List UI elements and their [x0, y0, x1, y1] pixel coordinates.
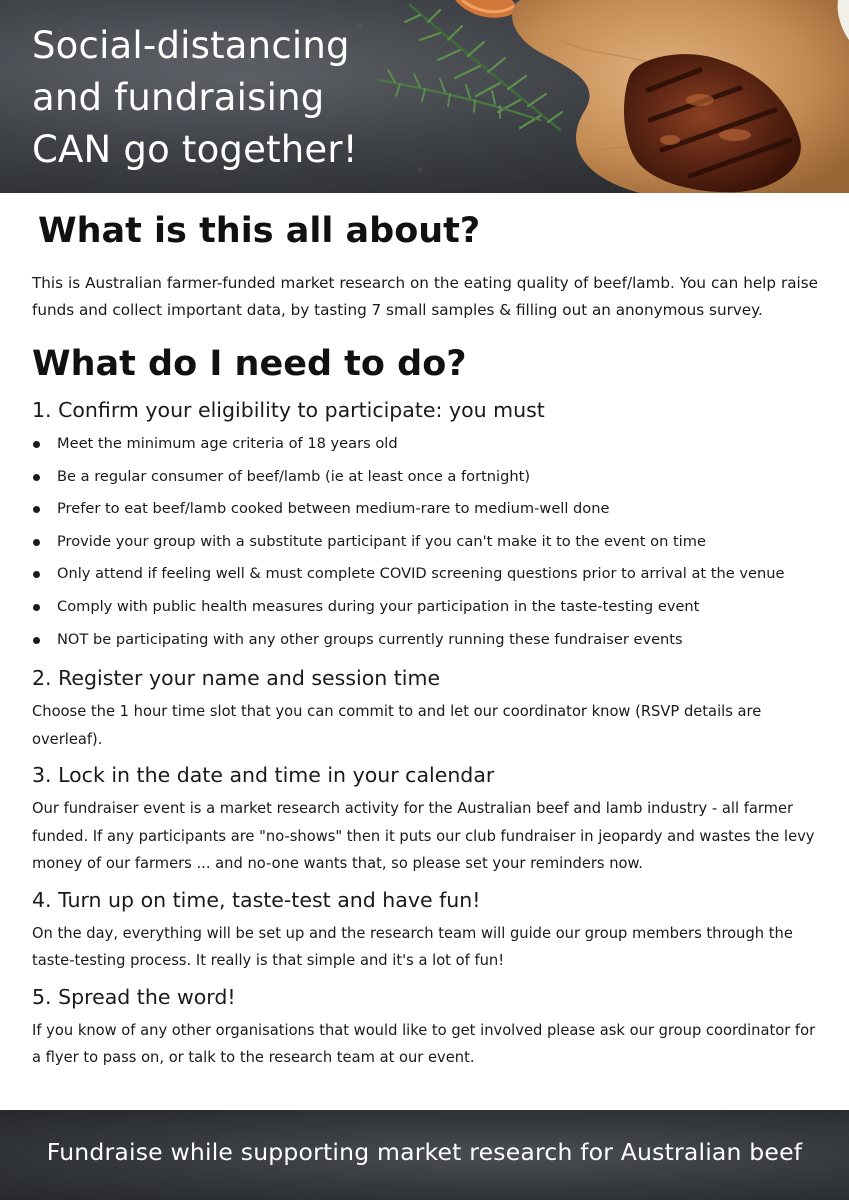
step5-text: If you know of any other organisations that would like to get involved please ask our group coordinator for a flyer to pass on, or talk to the research team at our event.: [32, 1021, 816, 1067]
step3-title: 3. Lock in the date and time in your calendar: [32, 763, 495, 788]
banner-title: Social-distancing and fundraising CAN go together!: [32, 24, 358, 171]
step2-title: 2. Register your name and session time: [32, 666, 441, 691]
eligibility-item-text: Only attend if feeling well & must complete COVID screening questions prior to arrival at the venue: [57, 565, 785, 583]
bullet-icon: [33, 571, 40, 578]
about-text: This is Australian farmer-funded market research on the eating quality of beef/lamb. You can help raise funds and collect important data, by tasting 7 small samples & filling out an anonymous survey.: [32, 274, 818, 319]
eligibility-list: [32, 428, 818, 656]
eligibility-item-text: Provide your group with a substitute participant if you can't make it to the event on time: [57, 532, 706, 550]
eligibility-item-text: Meet the minimum age criteria of 18 years old: [57, 435, 398, 452]
eligibility-item: [32, 624, 818, 657]
eligibility-item: [32, 526, 818, 559]
footer-text: Fundraise while supporting market research for Australian beef: [46, 1138, 803, 1166]
bullet-icon: [33, 637, 40, 644]
step2-text: Choose the 1 hour time slot that you can commit to and let our coordinator know (RSVP details are overleaf).: [32, 703, 762, 748]
header-banner: [0, 0, 849, 193]
step5-title: 5. Spread the word!: [32, 984, 236, 1009]
main-content: [32, 200, 818, 1072]
footer-banner: [0, 1110, 849, 1200]
bullet-icon: [33, 539, 40, 546]
eligibility-item: [32, 428, 818, 461]
step4-title: 4. Turn up on time, taste-test and have fun!: [32, 887, 481, 912]
bullet-icon: [33, 441, 40, 448]
eligibility-item: [32, 558, 818, 591]
eligibility-item: [32, 591, 818, 624]
eligibility-item-text: Comply with public health measures during your participation in the taste-testing event: [57, 597, 700, 615]
todo-heading: What do I need to do?: [32, 344, 467, 384]
step3-text: Our fundraiser event is a market research activity for the Australian beef and lamb industry - all farmer funded. If any participants are "no-shows" then it puts our club fundraiser in jeopardy and wastes the levy money of our farmers ... and no-one wants that, so please set your reminders now.: [32, 800, 815, 873]
eligibility-item-text: NOT be participating with any other groups currently running these fundraiser events: [57, 630, 683, 648]
about-heading: What is this all about?: [38, 211, 481, 251]
bullet-icon: [33, 474, 40, 481]
step4-text: On the day, everything will be set up and the research team will guide our group members through the taste-testing process. It really is that simple and it's a lot of fun!: [32, 924, 793, 970]
eligibility-item-text: Be a regular consumer of beef/lamb (ie at least once a fortnight): [57, 467, 531, 485]
eligibility-item: [32, 493, 818, 526]
eligibility-item-text: Prefer to eat beef/lamb cooked between medium-rare to medium-well done: [57, 500, 610, 518]
step1-title: 1. Confirm your eligibility to participate: you must: [32, 398, 545, 422]
bullet-icon: [33, 604, 40, 611]
eligibility-item: [32, 461, 818, 494]
bullet-icon: [33, 506, 40, 513]
